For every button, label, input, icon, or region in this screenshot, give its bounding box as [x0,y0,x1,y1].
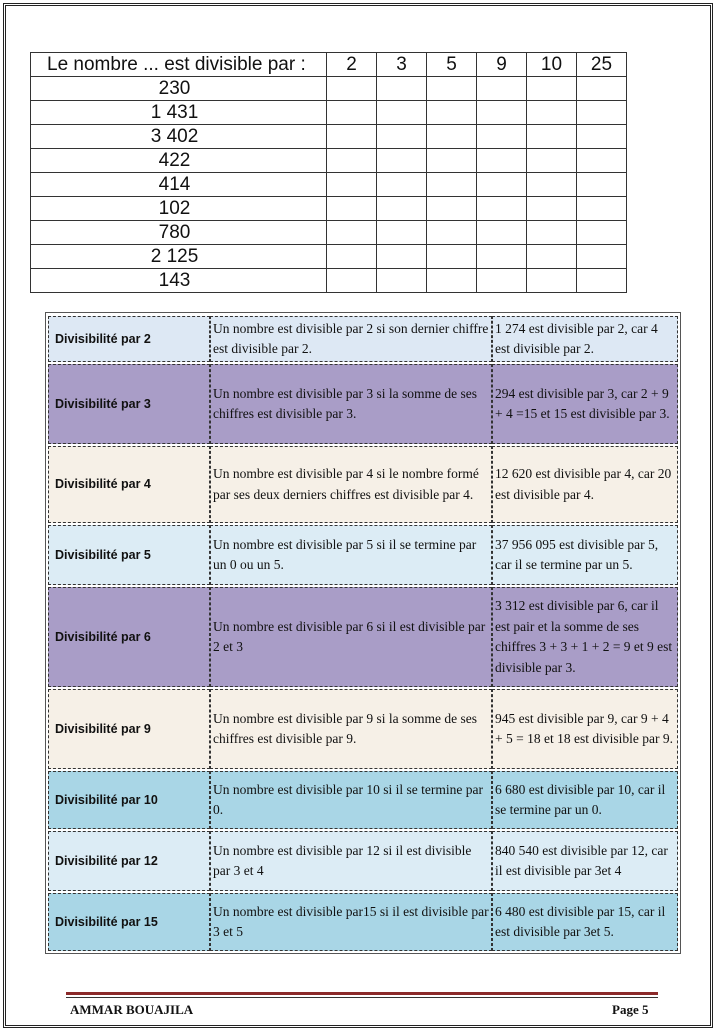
rule-example-label: 37 956 095 est divisible par 5, car il se termine par un 5. [495,536,659,572]
rule-example-label: 6 480 est divisible par 15, car il est divisible par 3et 5. [495,903,666,939]
rule-text [210,771,492,829]
rule-text-label: Un nombre est divisible par 4 si le nombre formé par ses deux derniers chiffres est divisible par 4. [213,466,479,502]
answer-cell[interactable] [427,101,477,125]
footer-page-number: Page 5 [612,1002,649,1017]
rule-text [210,831,492,891]
answer-cell[interactable] [477,173,527,197]
answer-cell[interactable] [377,221,427,245]
exercise-row [31,173,627,197]
rule-row [48,771,678,829]
exercise-number: 143 [31,269,327,293]
rule-title [48,525,210,585]
answer-cell[interactable] [527,125,577,149]
answer-cell[interactable] [477,149,527,173]
exercise-row [31,77,627,101]
rule-row [48,525,678,585]
rule-text [210,364,492,444]
answer-cell[interactable] [477,101,527,125]
rule-text-label: Un nombre est divisible par 5 si il se termine par un 0 ou un 5. [213,536,477,572]
rule-title-label: Divisibilité par 12 [55,853,158,868]
answer-cell[interactable] [477,245,527,269]
answer-cell[interactable] [527,101,577,125]
exercise-number: 414 [31,173,327,197]
answer-cell[interactable] [577,197,627,221]
rule-title-label: Divisibilité par 15 [55,914,158,929]
answer-cell[interactable] [427,197,477,221]
answer-cell[interactable] [327,269,377,293]
answer-cell[interactable] [427,221,477,245]
exercise-header-row [31,53,627,77]
rule-example [492,771,678,829]
answer-cell[interactable] [427,173,477,197]
answer-cell[interactable] [577,77,627,101]
rule-text [210,525,492,585]
exercise-row [31,101,627,125]
rule-title-label: Divisibilité par 10 [55,792,158,807]
rule-text-label: Un nombre est divisible par 12 si il est divisible par 3 et 4 [213,842,472,878]
exercise-number: 1 431 [31,101,327,125]
rule-example [492,446,678,523]
exercise-number: 230 [31,77,327,101]
rule-row [48,893,678,951]
answer-cell[interactable] [477,269,527,293]
rule-title [48,316,210,362]
rule-title-label: Divisibilité par 4 [55,477,151,492]
answer-cell[interactable] [327,101,377,125]
answer-cell[interactable] [427,269,477,293]
answer-cell[interactable] [427,149,477,173]
answer-cell[interactable] [527,221,577,245]
divisibility-exercise-table [30,52,627,293]
answer-cell[interactable] [577,269,627,293]
rule-example [492,364,678,444]
answer-cell[interactable] [327,77,377,101]
rule-title [48,771,210,829]
answer-cell[interactable] [527,173,577,197]
divisor-header: 10 [527,53,577,77]
divisor-header: 2 [327,53,377,77]
rule-title-label: Divisibilité par 5 [55,547,151,562]
answer-cell[interactable] [377,77,427,101]
divisor-header: 5 [427,53,477,77]
rule-row [48,831,678,891]
rule-title [48,689,210,769]
rule-example-label: 1 274 est divisible par 2, car 4 est divisible par 2. [495,320,658,356]
rule-example-label: 6 680 est divisible par 10, car il se termine par un 0. [495,781,666,817]
exercise-number: 102 [31,197,327,221]
rule-text-label: Un nombre est divisible par 9 si la somme de ses chiffres est divisible par 9. [213,710,477,746]
footer-rule-thin [66,997,658,998]
answer-cell[interactable] [327,149,377,173]
exercise-row [31,149,627,173]
answer-cell[interactable] [377,269,427,293]
exercise-number: 780 [31,221,327,245]
answer-cell[interactable] [577,245,627,269]
divisor-header: 9 [477,53,527,77]
rule-text [210,446,492,523]
exercise-row [31,245,627,269]
rule-title-label: Divisibilité par 3 [55,396,151,411]
answer-cell[interactable] [427,77,477,101]
rule-text-label: Un nombre est divisible par 10 si il se termine par 0. [213,781,483,817]
rule-example [492,893,678,951]
answer-cell[interactable] [477,197,527,221]
answer-cell[interactable] [377,245,427,269]
exercise-number: 2 125 [31,245,327,269]
rule-example-label: 12 620 est divisible par 4, car 20 est divisible par 4. [495,466,672,502]
rule-example [492,587,678,687]
answer-cell[interactable] [377,197,427,221]
answer-cell[interactable] [577,149,627,173]
exercise-body [31,77,627,293]
answer-cell[interactable] [327,221,377,245]
footer-rule [66,992,658,995]
answer-cell[interactable] [377,125,427,149]
rule-row [48,316,678,362]
rule-text-label: Un nombre est divisible par 2 si son dernier chiffre est divisible par 2. [213,320,489,356]
divisor-header: 3 [377,53,427,77]
exercise-row [31,125,627,149]
rule-example [492,831,678,891]
answer-cell[interactable] [577,221,627,245]
rule-example [492,689,678,769]
exercise-number: 422 [31,149,327,173]
answer-cell[interactable] [527,245,577,269]
answer-cell[interactable] [577,125,627,149]
rule-text [210,689,492,769]
rule-row [48,587,678,687]
exercise-number: 3 402 [31,125,327,149]
answer-cell[interactable] [577,101,627,125]
rule-text-label: Un nombre est divisible par 3 si la somme de ses chiffres est divisible par 3. [213,385,477,421]
rule-title [48,587,210,687]
rule-example-label: 840 540 est divisible par 12, car il est divisible par 3et 4 [495,842,668,878]
rule-example [492,316,678,362]
rule-title [48,446,210,523]
answer-cell[interactable] [527,269,577,293]
answer-cell[interactable] [477,125,527,149]
answer-cell[interactable] [327,125,377,149]
answer-cell[interactable] [477,221,527,245]
exercise-row [31,221,627,245]
rule-text-label: Un nombre est divisible par 6 si il est divisible par 2 et 3 [213,618,486,654]
rule-text-label: Un nombre est divisible par15 si il est divisible par 3 et 5 [213,903,489,939]
rule-row [48,446,678,523]
answer-cell[interactable] [427,245,477,269]
rule-title-label: Divisibilité par 2 [55,331,151,346]
rule-text [210,893,492,951]
rule-example-label: 945 est divisible par 9, car 9 + 4 + 5 = 18 et 18 est divisible par 9. [495,710,673,746]
answer-cell[interactable] [427,125,477,149]
rule-title-label: Divisibilité par 9 [55,721,151,736]
answer-cell[interactable] [577,173,627,197]
answer-cell[interactable] [377,173,427,197]
answer-cell[interactable] [477,77,527,101]
answer-cell[interactable] [527,77,577,101]
answer-cell[interactable] [377,149,427,173]
rule-example-label: 294 est divisible par 3, car 2 + 9 + 4 =15 et 15 est divisible par 3. [495,385,670,421]
answer-cell[interactable] [327,197,377,221]
footer-author: AMMAR BOUAJILA [70,1002,194,1017]
answer-cell[interactable] [327,245,377,269]
rule-title [48,831,210,891]
answer-cell[interactable] [377,101,427,125]
rule-example-label: 3 312 est divisible par 6, car il est pair et la somme de ses chiffres 3 + 3 + 1 + 2 = 9 et 9 est divisible par 3. [495,598,673,675]
rule-text [210,316,492,362]
rule-title [48,364,210,444]
answer-cell[interactable] [527,149,577,173]
rule-title [48,893,210,951]
rule-text [210,587,492,687]
exercise-row [31,269,627,293]
rule-example [492,525,678,585]
divisibility-rules-table [45,312,681,954]
exercise-header-label: Le nombre ... est divisible par : [31,53,327,77]
rule-row [48,689,678,769]
rule-title-label: Divisibilité par 6 [55,629,151,644]
exercise-row [31,197,627,221]
rule-row [48,364,678,444]
answer-cell[interactable] [527,197,577,221]
answer-cell[interactable] [327,173,377,197]
divisor-header: 25 [577,53,627,77]
